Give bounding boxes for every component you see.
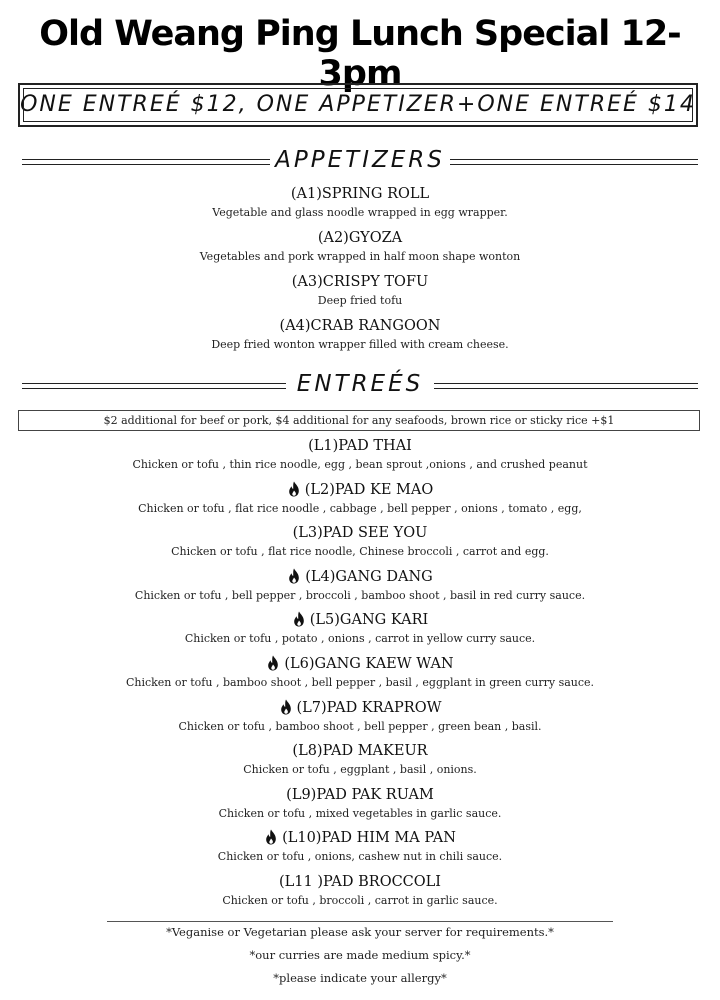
entree-surcharge-note: $2 additional for beef or pork, $4 additional for any seafoods, brown rice or sticky rice +$1 (18, 410, 700, 431)
menu-item-name (0, 567, 720, 587)
menu-item-name-text: (L4)GANG DANG (305, 568, 433, 585)
appetizer-list (0, 184, 720, 360)
menu-item (0, 272, 720, 316)
menu-item-name-text: (A1)SPRING ROLL (290, 186, 430, 202)
menu-item-description: Chicken or tofu , eggplant , basil , onions. (243, 763, 477, 777)
price-line: ONE ENTREÉ $12, ONE APPETIZER+ONE ENTREÉ $14 (20, 92, 696, 117)
menu-item-name-text: (L9)PAD PAK RUAM (286, 786, 434, 803)
menu-item-name (0, 785, 720, 805)
flame-icon (287, 481, 301, 497)
footer-note: *our curries are made medium spicy.* (249, 948, 471, 962)
menu-item-description: Chicken or tofu , broccoli , carrot in garlic sauce. (222, 893, 498, 907)
menu-item (0, 610, 720, 654)
menu-item-name-text: (A4)CRAB RANGOON (279, 318, 441, 334)
menu-item-name-text: (L10)PAD HIM MA PAN (282, 830, 456, 847)
menu-item-name (0, 436, 720, 456)
menu-item (0, 480, 720, 524)
menu-item-description: Vegetable and glass noodle wrapped in egg wrapper. (212, 206, 508, 219)
menu-item-name (0, 741, 720, 761)
menu-item-name-text: (A3)CRISPY TOFU (291, 274, 429, 290)
menu-item-name (0, 654, 720, 674)
menu-item-name (0, 228, 720, 248)
menu-item (0, 698, 720, 742)
menu-item-name (0, 698, 720, 718)
appetizers-heading (22, 147, 698, 177)
menu-item (0, 872, 720, 916)
menu-item-description: Deep fried tofu (317, 294, 403, 307)
footer-note: *Veganise or Vegetarian please ask your server for requirements.* (166, 925, 554, 939)
flame-icon (287, 568, 301, 584)
entrees-heading-label: ENTREÉS (296, 371, 424, 397)
menu-item-name (0, 272, 720, 292)
menu-item (0, 785, 720, 829)
menu-title: Old Weang Ping Lunch Special 12-3pm (39, 14, 681, 94)
menu-item-name-text: (L8)PAD MAKEUR (292, 743, 428, 760)
menu-item (0, 654, 720, 698)
menu-item (0, 316, 720, 360)
menu-item-name (0, 480, 720, 500)
flame-icon (266, 655, 280, 671)
footer-divider (107, 921, 613, 922)
footer-notes (0, 924, 720, 993)
menu-item-name-text: (L5)GANG KARI (309, 612, 429, 629)
flame-icon (279, 699, 293, 715)
menu-item (0, 741, 720, 785)
heading-rule-right (450, 159, 698, 165)
menu-item-name (0, 828, 720, 848)
menu-item-name-text: (L1)PAD THAI (308, 438, 412, 454)
flame-icon (264, 829, 278, 845)
menu-item-name-text: (L6)GANG KAEW WAN (284, 655, 454, 672)
menu-item-name (0, 610, 720, 630)
menu-item (0, 828, 720, 872)
menu-item-description: Vegetables and pork wrapped in half moon shape wonton (199, 250, 521, 263)
entree-list (0, 436, 720, 916)
menu-item-name (0, 184, 720, 204)
price-banner (18, 83, 698, 127)
menu-item-description: Chicken or tofu , flat rice noodle, Chinese broccoli , carrot and egg. (171, 545, 549, 559)
menu-item-description: Chicken or tofu , mixed vegetables in garlic sauce. (218, 806, 502, 820)
menu-item-description: Deep fried wonton wrapper filled with cream cheese. (211, 338, 509, 351)
menu-item-description: Chicken or tofu , flat rice noodle , cabbage , bell pepper , onions , tomato , egg, (138, 501, 582, 515)
menu-item-name-text: (L3)PAD SEE YOU (292, 525, 428, 542)
menu-item-name-text: (L11 )PAD BROCCOLI (278, 873, 442, 890)
menu-item-description: Chicken or tofu , bamboo shoot , bell pepper , basil , eggplant in green curry sauce. (125, 675, 595, 689)
heading-rule-right (434, 383, 698, 389)
menu-item-description: Chicken or tofu , thin rice noodle, egg , bean sprout ,onions , and crushed peanut (132, 458, 588, 471)
menu-item (0, 567, 720, 611)
menu-item-name-text: (L7)PAD KRAPROW (296, 699, 442, 716)
menu-item-description: Chicken or tofu , bell pepper , broccoli , bamboo shoot , basil in red curry sauce. (134, 588, 586, 602)
menu-item (0, 184, 720, 228)
menu-item (0, 523, 720, 567)
menu-item-description: Chicken or tofu , potato , onions , carrot in yellow curry sauce. (184, 632, 536, 646)
menu-item-description: Chicken or tofu , onions, cashew nut in chili sauce. (217, 850, 503, 864)
appetizers-heading-label: APPETIZERS (275, 147, 445, 173)
entrees-heading (22, 371, 698, 401)
menu-item-name-text: (L2)PAD KE MAO (304, 481, 434, 498)
footer-note: *please indicate your allergy* (273, 971, 447, 985)
flame-icon (292, 611, 306, 627)
menu-item-name-text: (A2)GYOZA (317, 230, 403, 246)
menu-item (0, 436, 720, 480)
menu-item-name (0, 316, 720, 336)
menu-item-description: Chicken or tofu , bamboo shoot , bell pepper , green bean , basil. (178, 719, 542, 733)
menu-item-name (0, 523, 720, 543)
menu-item-name (0, 872, 720, 892)
menu-item (0, 228, 720, 272)
